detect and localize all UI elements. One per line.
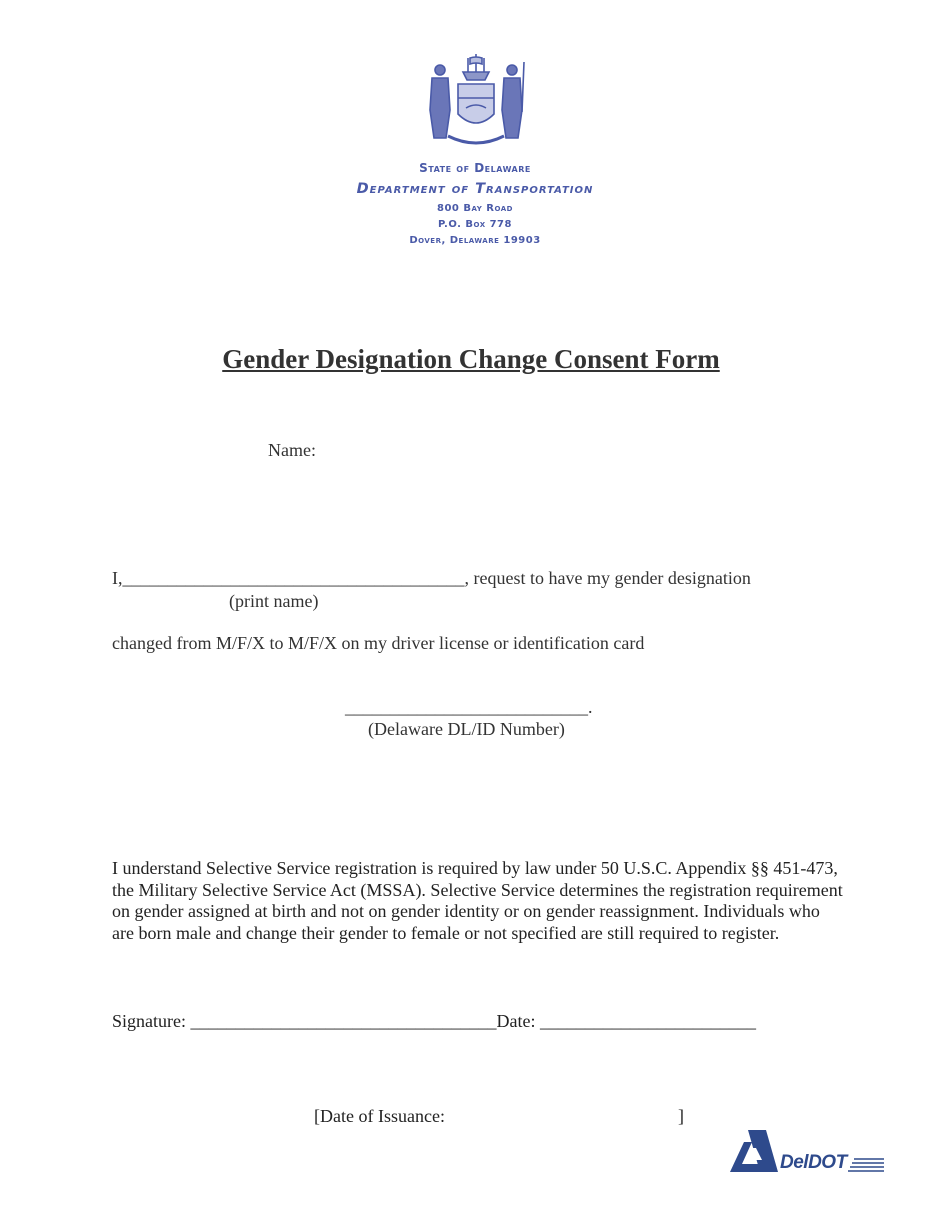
changed-from-line: changed from M/F/X to M/F/X on my driver license or identification card	[112, 633, 645, 653]
letterhead-department: Department of Transportation	[356, 181, 594, 197]
name-label: Name:	[268, 440, 316, 460]
dl-number-line[interactable]: ___________________________.	[345, 697, 593, 717]
selective-service-paragraph: I understand Selective Service registration is required by law under 50 U.S.C. Appendix §§ 451-473, the Military Selective Service Act (MSSA). Selective Service determines the registration requirement on gender assigned at birth and not on gender identity or on gender reassignment. Individuals who are born male and change their gender to female or not specified are still required to register.	[112, 858, 843, 943]
state-seal-icon	[418, 52, 534, 152]
date-of-issuance-close: ]	[678, 1106, 684, 1126]
deldot-logo	[728, 1128, 888, 1178]
deldot-mark-icon	[728, 1128, 780, 1178]
date-of-issuance-label: [Date of Issuance:	[314, 1106, 445, 1126]
letterhead-state: State of Delaware	[419, 161, 531, 175]
page-title: Gender Designation Change Consent Form	[222, 344, 720, 374]
signature-date-line[interactable]: Signature: __________________________________Date: ________________________	[112, 1011, 756, 1031]
letterhead-address-city: Dover, Delaware 19903	[409, 235, 541, 246]
letterhead-address-street: 800 Bay Road	[437, 203, 513, 214]
deldot-speed-lines-icon	[846, 1156, 886, 1176]
dl-number-caption: (Delaware DL/ID Number)	[368, 719, 565, 739]
consent-line[interactable]: I,______________________________________, request to have my gender designation	[112, 568, 751, 588]
letterhead-address-pobox: P.O. Box 778	[438, 219, 512, 230]
print-name-caption: (print name)	[229, 591, 319, 611]
deldot-logo-text: DelDOT	[780, 1152, 847, 1173]
